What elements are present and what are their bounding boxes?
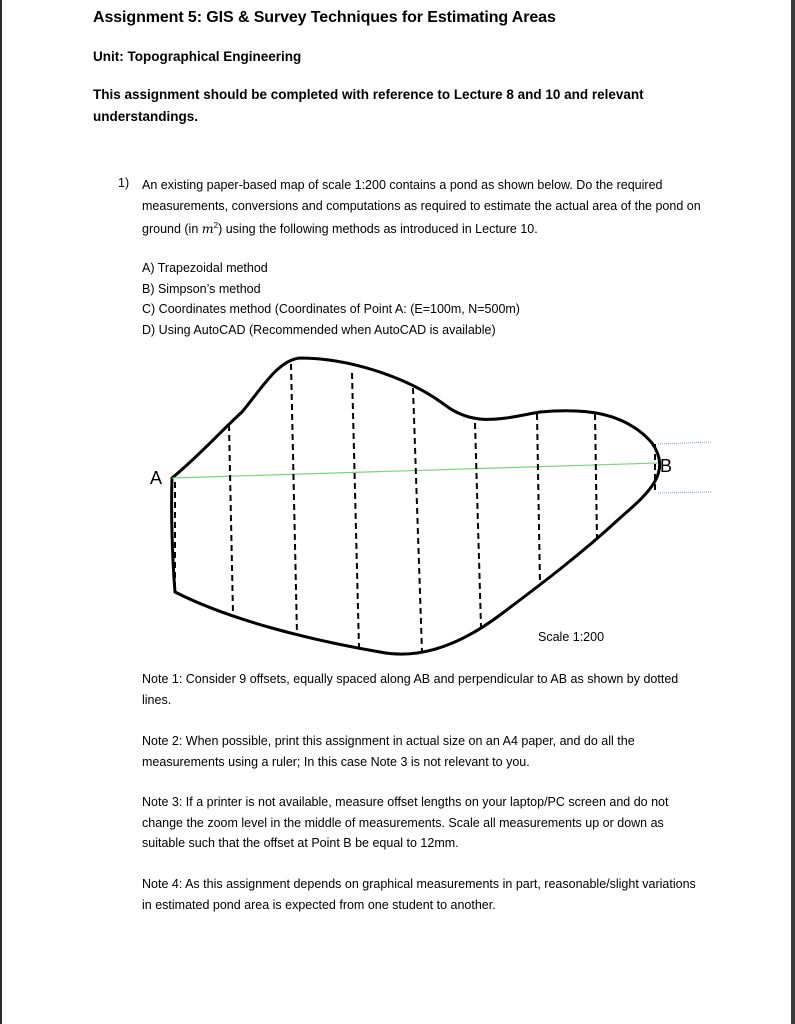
note-1: Note 1: Consider 9 offsets, equally spaced along AB and perpendicular to AB as shown by dotted lines. — [142, 672, 679, 707]
note-3: Note 3: If a printer is not available, measure offset lengths on your laptop/PC screen and do not change the zoom level in the middle of measurements. Scale all measurements up or down as suitable such that the offset at Point B be equal to 12mm. — [142, 795, 669, 850]
question-text — [142, 175, 702, 240]
offset-line — [413, 388, 422, 652]
instruction-text: This assignment should be completed with reference to Lecture 8 and 10 and relevant understandings. — [93, 87, 644, 124]
unit-heading: Unit: Topographical Engineering — [93, 49, 302, 64]
point-a-label: A — [150, 468, 163, 488]
note-4: Note 4: As this assignment depends on graphical measurements in part, reasonable/slight variations in estimated pond area is expected from one student to another. — [142, 877, 696, 912]
method-item: B) Simpson’s method — [142, 281, 261, 296]
note-2: Note 2: When possible, print this assignment in actual size on an A4 paper, and do all the measurements using a ruler; In this case Note 3 is not relevant to you. — [142, 734, 635, 769]
offset-line — [229, 425, 233, 614]
area-unit-symbol: m — [201, 221, 214, 237]
area-unit-power: 2 — [213, 221, 219, 230]
pond-outline — [172, 358, 660, 654]
offset-line — [352, 373, 359, 648]
method-item: C) Coordinates method (Coordinates of Point A: (E=100m, N=500m) — [142, 302, 520, 316]
b-extension-line-top — [658, 442, 712, 444]
offset-line — [595, 414, 597, 540]
question-number: 1) — [118, 176, 130, 190]
methods-list — [142, 258, 520, 340]
assignment-title: Assignment 5: GIS & Survey Techniques for Estimating Areas — [93, 9, 556, 26]
question-text-before: An existing paper-based map of scale 1:200 contains a pond as shown below. Do the required measurements, conversions and computations as required to estimate the actual area of the pond on ground (in — [142, 178, 701, 237]
scale-label: Scale 1:200 — [538, 630, 605, 644]
offset-line — [537, 414, 540, 585]
method-item: D) Using AutoCAD (Recommended when AutoCAD is available) — [142, 322, 496, 337]
b-extension-line-bottom — [658, 492, 712, 493]
method-item: A) Trapezoidal method — [142, 261, 268, 275]
offset-line — [291, 364, 297, 635]
point-b-label: B — [660, 456, 673, 476]
pond-figure — [0, 340, 795, 670]
question-text-after: ) using the following methods as introduced in Lecture 10. — [218, 222, 538, 237]
offset-line — [475, 423, 481, 627]
